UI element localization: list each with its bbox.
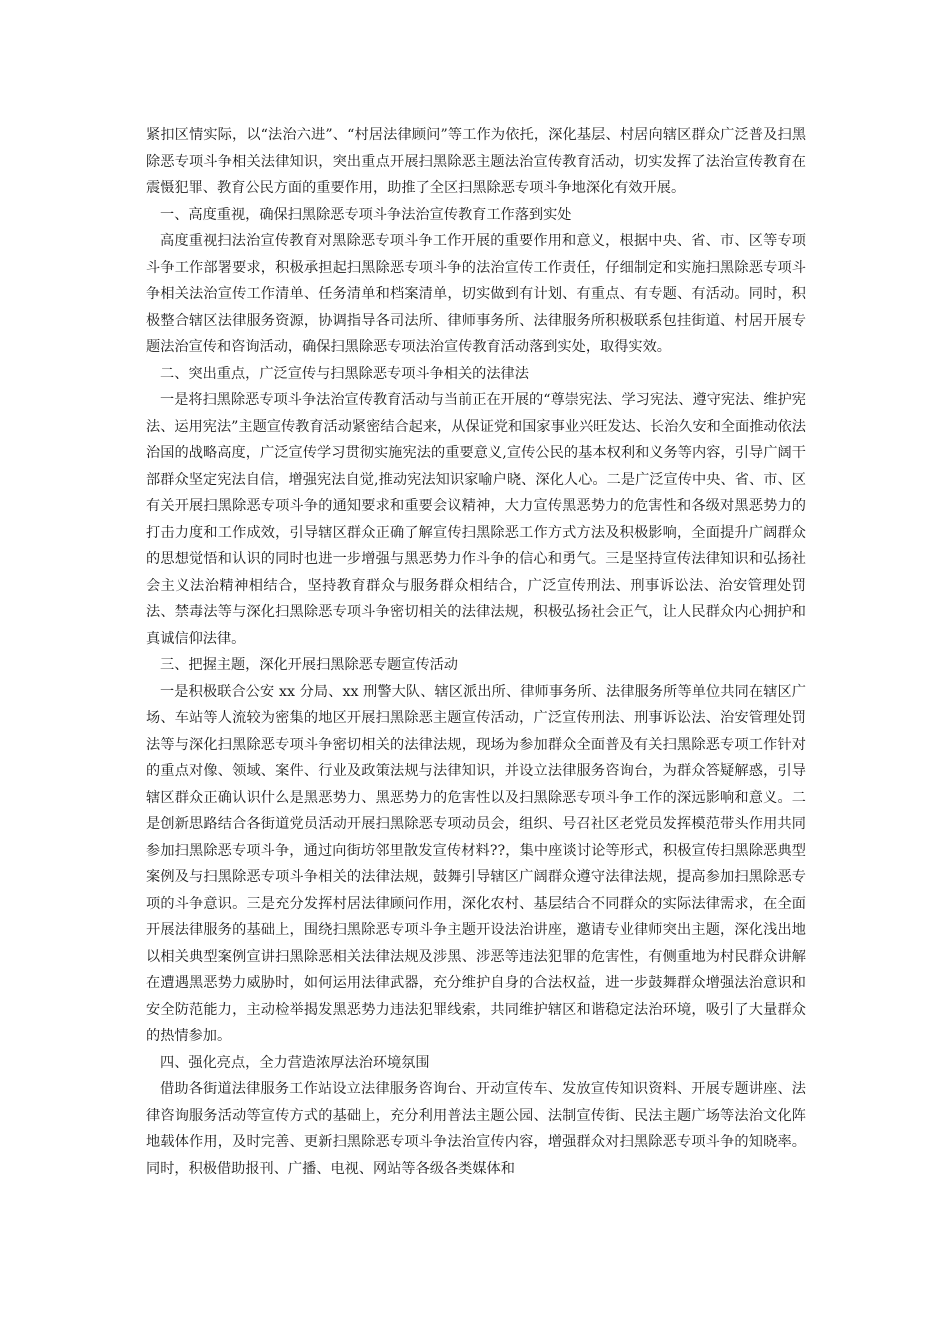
section-2-paragraph: 一是将扫黑除恶专项斗争法治宣传教育活动与当前正在开展的“尊崇宪法、学习宪法、遵守宪法、维护宪法、运用宪法”主题宣传教育活动紧密结合起来，从保证党和国家事业兴旺发达、长治久安和全面推动依法治国的战略高度，广泛宣传学习贯彻实施宪法的重要意义,宣传公民的基本权利和义务等内容，引导广阔干部群众坚定宪法自信，增强宪法自觉,推动宪法知识家喻户晓、深化人心。二是广泛宣传中央、省、市、区有关开展扫黑除恶专项斗争的通知要求和重要会议精神，大力宣传黑恶势力的危害性和各级对黑恶势力的打击力度和工作成效，引导辖区群众正确了解宣传扫黑除恶工作方式方法及积极影响，全面提升广阔群众的思想觉悟和认识的同时也进一步增强与黑恶势力作斗争的信心和勇气。三是坚持宣传法律知识和弘扬社会主义法治精神相结合，坚持教育群众与服务群众相结合，广泛宣传刑法、刑事诉讼法、治安管理处罚法、禁毒法等与深化扫黑除恶专项斗争密切相关的法律法规，积极弘扬社会正气，让人民群众内心拥护和真诚信仰法律。	[146, 392, 806, 647]
intro-paragraph: 紧扣区情实际，以“法治六进”、“村居法律顾问”等工作为依托，深化基层、村居向辖区群众广泛普及扫黑除恶专项斗争相关法律知识，突出重点开展扫黑除恶主题法治宣传教育活动，切实发挥了法治宣传教育在震慑犯罪、教育公民方面的重要作用，助推了全区扫黑除恶专项斗争地深化有效开展。	[146, 127, 806, 196]
section-heading-1: 一、高度重视，确保扫黑除恶专项斗争法治宣传教育工作落到实处	[160, 206, 572, 223]
document-body	[146, 122, 806, 1182]
section-heading-3: 三、把握主题，深化开展扫黑除恶专题宣传活动	[160, 657, 458, 673]
section-heading-4: 四、强化亮点，全力营造浓厚法治环境氛围	[160, 1054, 430, 1071]
section-1-paragraph: 高度重视扫法治宣传教育对黑除恶专项斗争工作开展的重要作用和意义，根据中央、省、市、区等专项斗争工作部署要求，积极承担起扫黑除恶专项斗争的法治宣传工作责任，仔细制定和实施扫黑除恶专项斗争相关法治宣传工作清单、任务清单和档案清单，切实做到有计划、有重点、有专题、有活动。同时，积极整合辖区法律服务资源，协调指导各司法所、律师事务所、法律服务所积极联系包挂街道、村居开展专题法治宣传和咨询活动，确保扫黑除恶专项法治宣传教育活动落到实处，取得实效。	[146, 233, 806, 355]
section-3-paragraph: 一是积极联合公安 xx 分局、xx 刑警大队、辖区派出所、律师事务所、法律服务所等单位共同在辖区广场、车站等人流较为密集的地区开展扫黑除恶主题宣传活动，广泛宣传刑法、刑事诉讼法、治安管理处罚法等与深化扫黑除恶专项斗争密切相关的法律法规，现场为参加群众全面普及有关扫黑除恶专项工作针对的重点对像、领域、案件、行业及政策法规与法律知识，并设立法律服务咨询台，为群众答疑解惑，引导辖区群众正确认识什么是黑恶势力、黑恶势力的危害性以及扫黑除恶专项斗争工作的深远影响和意义。二是创新思路结合各街道党员活动开展扫黑除恶专项动员会，组织、号召社区老党员发挥模范带头作用共同参加扫黑除恶专项斗争，通过向街坊邻里散发宣传材料??，集中座谈讨论等形式，积极宣传扫黑除恶典型案例及与扫黑除恶专项斗争相关的法律法规，鼓舞引导辖区广阔群众遵守法律法规，提高参加扫黑除恶专项的斗争意识。三是充分发挥村居法律顾问作用，深化农村、基层结合不同群众的实际法律需求，在全面开展法律服务的基础上，围绕扫黑除恶专项斗争主题开设法治讲座，邀请专业律师突出主题，深化浅出地以相关典型案例宣讲扫黑除恶相关法律法规及涉黑、涉恶等违法犯罪的危害性，有侧重地为村民群众讲解在遭遇黑恶势力威胁时，如何运用法律武器，充分维护自身的合法权益，进一步鼓舞群众增强法治意识和安全防范能力，主动检举揭发黑恶势力违法犯罪线索，共同维护辖区和谐稳定法治环境，吸引了大量群众的热情参加。	[146, 683, 806, 1044]
section-4-paragraph: 借助各街道法律服务工作站设立法律服务咨询台、开动宣传车、发放宣传知识资料、开展专题讲座、法律咨询服务活动等宣传方式的基础上，充分利用普法主题公园、法制宣传街、民法主题广场等法治文化阵地载体作用，及时完善、更新扫黑除恶专项斗争法治宣传内容，增强群众对扫黑除恶专项斗争的知晓率。同时，积极借助报刊、广播、电视、网站等各级各类媒体和	[146, 1081, 806, 1177]
section-heading-2: 二、突出重点，广泛宣传与扫黑除恶专项斗争相关的法律法	[160, 365, 529, 382]
